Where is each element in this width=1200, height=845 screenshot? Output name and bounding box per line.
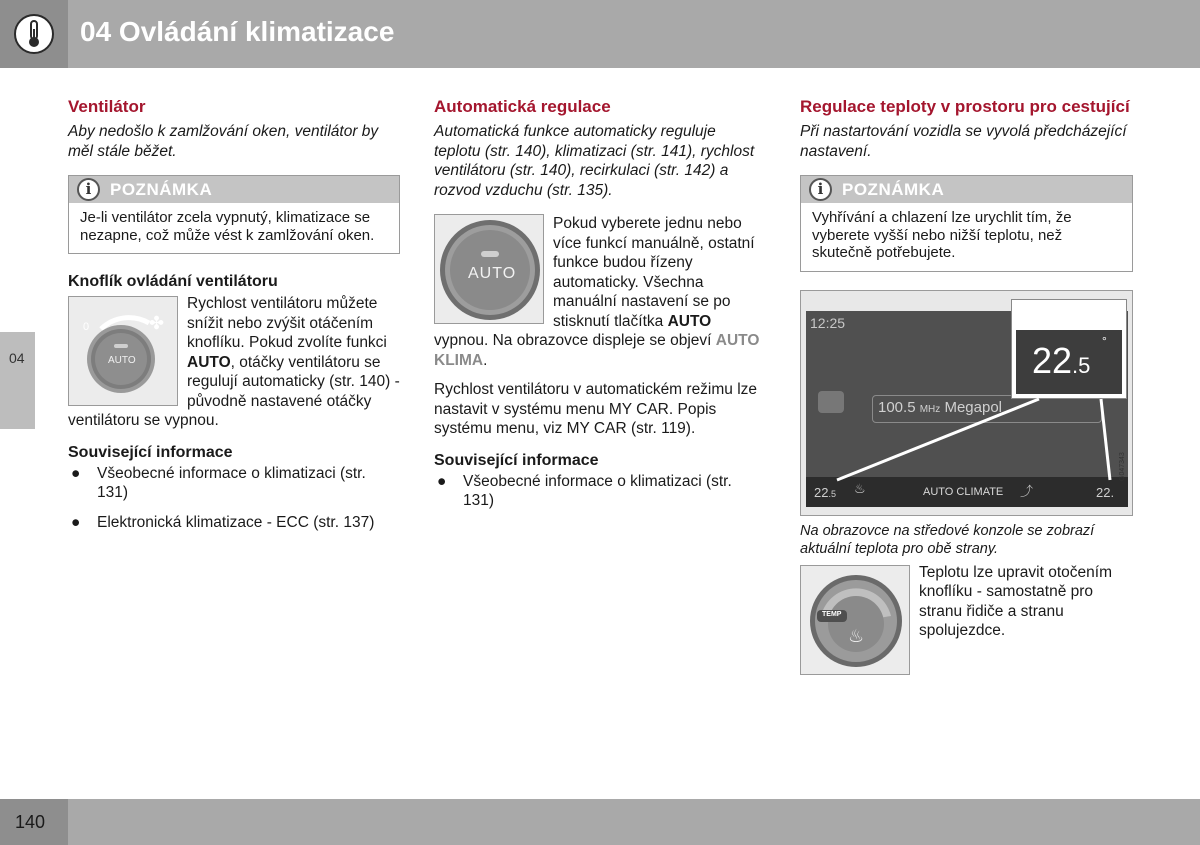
section-heading-ventilator: Ventilátor [68,97,146,116]
page-number-box [0,799,68,845]
page-header [0,0,1200,68]
knob-auto-label: AUTO [108,355,136,366]
auto-button-block [434,214,766,370]
auto-text-b: vypnou. Na obrazovce displeje se objeví [434,332,716,349]
auto-paragraph-2: Rychlost ventilátoru v automatickém režimu lze nastavit v systému menu MY CAR. Popis systému menu, viz MY CAR (str. 119). [434,381,758,437]
column-auto-regulation [434,96,766,511]
seat-heat-icon: ♨ [848,625,865,646]
auto-button-image [434,214,544,324]
callout-lines [801,291,1133,516]
related-item-text: Elektronická klimatizace - ECC (str. 137) [97,513,375,531]
fan-knob-text-b: , otáčky ventilátoru se regulují automaticky (str. 140) - původně nastavené otáčky ventilátoru se vypnou. [68,353,400,429]
note-header [69,176,399,203]
display-clock: 12:25 [810,314,846,331]
radio-frequency-value: 100.5 [878,398,916,416]
column-temperature [800,96,1133,675]
section-heading-auto: Automatická regulace [434,97,611,116]
degree-symbol: ° [1102,333,1107,348]
radio-unit: MHz [919,403,941,415]
related-item-text: Všeobecné informace o klimatizaci (str. 131) [97,464,366,501]
related-item [68,464,400,503]
related-item [68,513,400,533]
header-icon-box [0,0,68,68]
temperature-intro: Při nastartování vozidla se vyvolá předcházející nastavení. [800,123,1127,160]
auto-text-bold: AUTO [667,312,712,330]
fan-knob-image [68,296,178,406]
magnified-temp-decimal: .5 [1072,352,1091,378]
chapter-tab [0,332,35,429]
info-icon: i [809,178,832,201]
fan-knob-text-a: Rychlost ventilátoru můžete snížit nebo zvýšit otáčením knoflíku. Pokud zvolíte funkci [187,295,387,351]
magnified-temp-integer: 22 [1032,339,1073,381]
note-text: Je-li ventilátor zcela vypnutý, klimatizace se nezapne, což může vést k zamlžování oken. [80,209,375,244]
knob-zero-label: 0 [83,321,90,333]
page-title: 04 Ovládání klimatizace [80,16,395,47]
radio-station: Megapol [944,398,1002,416]
temp-knob-text: Teplotu lze upravit otočením knoflíku - samostatně pro stranu řidiče a stranu spolujezdce. [919,563,1112,639]
auto-button-label: AUTO [468,265,517,282]
auto-text-c: . [483,351,488,369]
temp-left-value: 22 [814,484,829,500]
fan-knob-heading: Knoflík ovládání ventilátoru [68,273,278,290]
temp-left-decimal: .5 [828,488,836,499]
related-heading: Související informace [434,451,599,469]
note-header [801,176,1132,203]
auto-text-a: Pokud vyberete jednu nebo více funkcí manuálně, ostatní funkce budou řízeny automaticky. Všechna manuální nastavení se po stisknutí tlačítka [553,215,755,330]
bullet-icon: ● [437,472,447,490]
display-text-auto-klima: AUTO KLIMA [434,332,760,369]
center-display-image [800,290,1133,516]
related-item [434,472,766,511]
note-box-temperature [800,175,1133,272]
note-title: POZNÁMKA [842,180,945,199]
temp-knob-image [800,565,910,675]
info-icon: i [77,178,100,201]
fan-icon: ✤ [149,313,165,333]
temp-right: 22. [1096,484,1115,500]
note-text: Vyhřívání a chlazení lze urychlit tím, že vyberete vyšší nebo nižší teplotu, než skutečně potřebujete. [812,209,1072,261]
chapter-tab-label: 04 [9,350,25,366]
display-caption: Na obrazovce na středové konzole se zobrazí aktuální teplota pro obě strany. [800,522,1095,557]
related-item-text: Všeobecné informace o klimatizaci (str. 131) [463,472,732,509]
note-title: POZNÁMKA [110,180,213,199]
image-code: G047343 [1119,451,1126,481]
page-footer [0,799,1200,845]
fan-knob-block [68,294,400,431]
auto-climate-label: AUTO CLIMATE [923,485,1004,498]
ventilator-intro: Aby nedošlo k zamlžování oken, ventilátor by měl stále běžet. [68,123,379,160]
bullet-icon: ● [71,464,81,482]
page-number: 140 [15,812,46,832]
fan-knob-text-bold: AUTO [187,353,231,371]
section-heading-temperature: Regulace teploty v prostoru pro cestující [800,97,1130,116]
temp-knob-label: TEMP [822,610,842,618]
auto-intro: Automatická funkce automaticky reguluje teplotu (str. 140), klimatizaci (str. 141), rychlost ventilátoru (str. 140), recirkulaci (str. 142) a rozvod vzduchu (str. 135). [434,123,755,199]
thermometer-icon [14,14,54,54]
note-box-ventilator [68,175,400,254]
seat-heat-icon: ♨ [854,480,866,496]
airflow-icon: ⤴ [1020,483,1034,499]
column-ventilator [68,96,400,532]
temp-knob-block [800,563,1133,675]
bullet-icon: ● [71,513,81,531]
related-heading: Související informace [68,443,233,461]
